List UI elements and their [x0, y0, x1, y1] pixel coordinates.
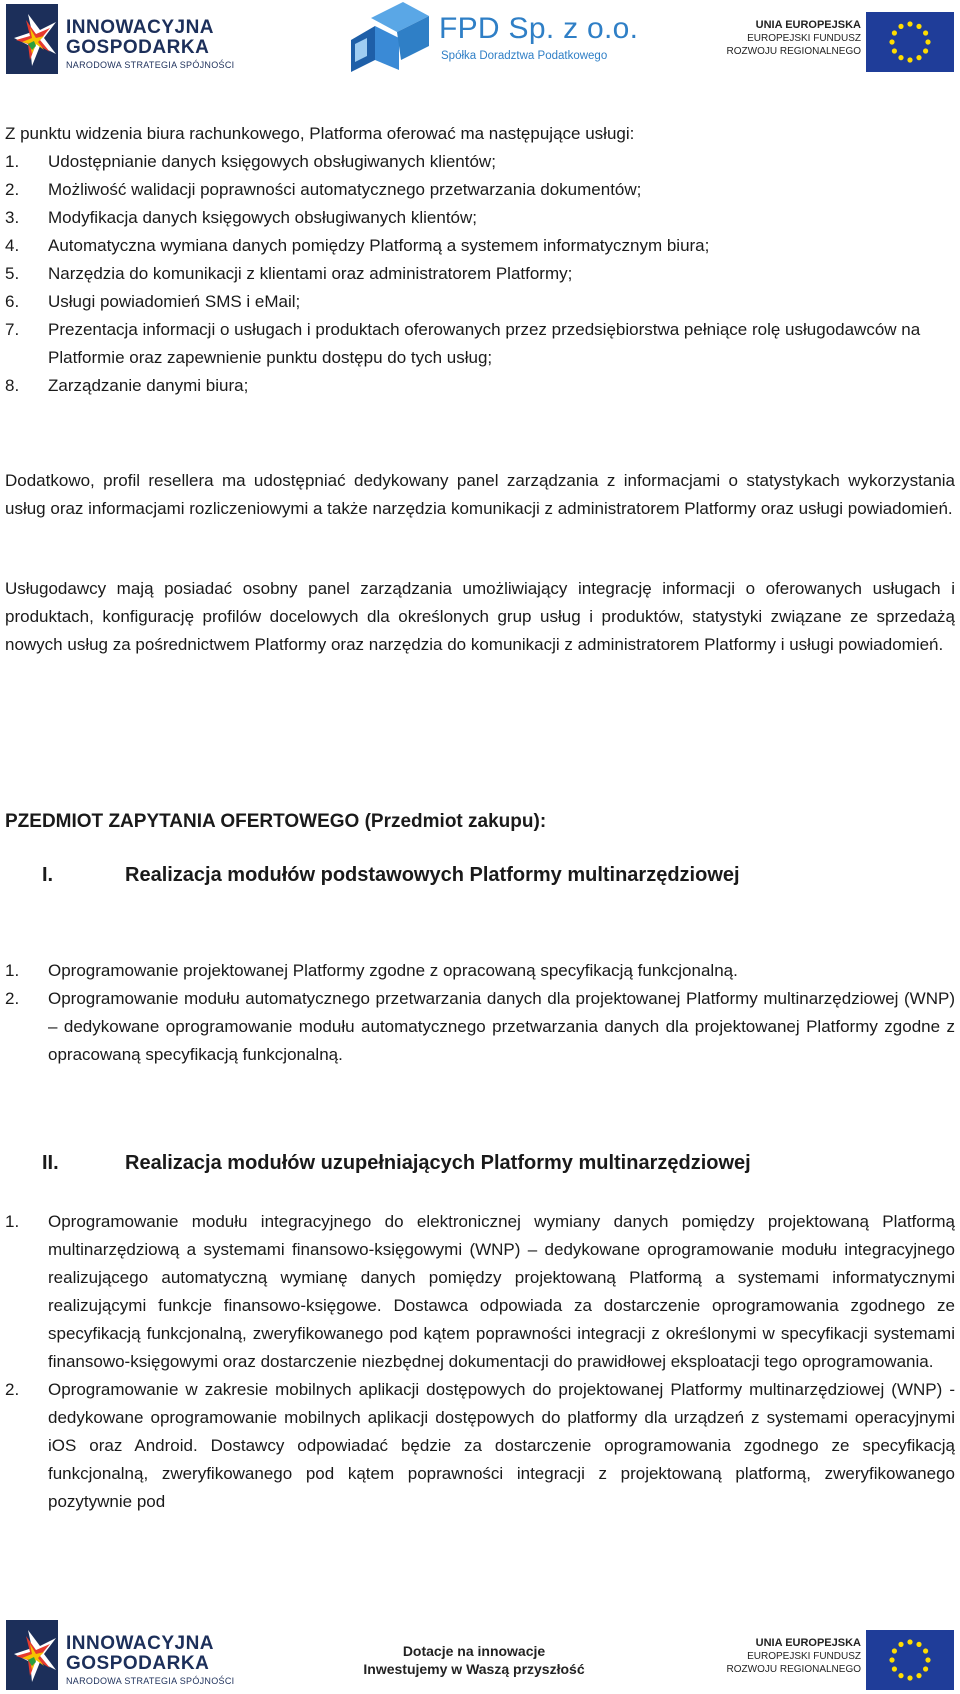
ig-logo-line1: INNOWACYJNA	[66, 1633, 215, 1654]
ig-logo-line1: INNOWACYJNA	[66, 17, 215, 38]
header-logo-band	[0, 0, 960, 80]
eu-logo-line2: EUROPEJSKI FUNDUSZ	[747, 1651, 861, 1662]
list-item-number: 1.	[5, 152, 20, 171]
list-item	[5, 288, 955, 316]
list-item	[5, 1376, 955, 1516]
ig-logo-line2: GOSPODARKA	[66, 37, 210, 58]
part1-title: Realizacja modułów podstawowych Platformy multinarzędziowej	[125, 864, 740, 886]
part2-list	[5, 1208, 955, 1516]
section-heading: PZEDMIOT ZAPYTANIA OFERTOWEGO (Przedmiot zakupu):	[5, 811, 547, 832]
service-providers-paragraph: Usługodawcy mają posiadać osobny panel zarządzania umożliwiający integrację informacji o oferowanych usługach i produktach, konfigurację profilów docelowych dla określonych grup usług i produktów, statystyki związane ze sprzedażą nowych usług za pośrednictwem Platformy oraz narzędzia do komunikacji z administratorem Platformy i usługi powiadomień.	[5, 579, 955, 654]
list-item-number: 3.	[5, 208, 20, 227]
footer-slogan	[344, 1642, 604, 1678]
list-item	[5, 316, 955, 372]
eu-logo-line3: ROZWOJU REGIONALNEGO	[726, 1664, 861, 1675]
list-item-number: 5.	[5, 264, 20, 283]
list-item	[5, 1208, 955, 1376]
services-list	[5, 148, 955, 400]
list-item-number: 2.	[5, 989, 20, 1008]
intro-paragraph: Z punktu widzenia biura rachunkowego, Platforma oferować ma następujące usługi:	[5, 124, 635, 143]
list-item-text: Oprogramowanie modułu automatycznego przetwarzania danych dla projektowanej Platformy multinarzędziowej (WNP) – dedykowane oprogramowanie modułu automatycznego przetwarzania danych dla projektowanej Platformy zgodne z opracowaną specyfikacją funkcjonalną.	[48, 989, 955, 1064]
part1-list	[5, 957, 955, 1069]
part2-numeral: II.	[42, 1152, 59, 1174]
list-item	[5, 232, 955, 260]
footer-slogan-line2: Inwestujemy w Waszą przyszłość	[363, 1661, 585, 1677]
list-item	[5, 176, 955, 204]
list-item-number: 7.	[5, 320, 20, 339]
list-item-text: Usługi powiadomień SMS i eMail;	[48, 292, 301, 311]
list-item-number: 6.	[5, 292, 20, 311]
ig-logo-line2: GOSPODARKA	[66, 1653, 210, 1674]
list-item-text: Oprogramowanie w zakresie mobilnych aplikacji dostępowych do projektowanej Platformy multinarzędziowej (WNP) - dedykowane oprogramowanie mobilnych aplikacji dostępowych do platformy dla urządzeń z systemami operacyjnymi iOS oraz Android. Dostawcy odpowiadać będzie za dostarczenie oprogramowania zgodnego ze specyfikacją funkcjonalną, zweryfikowanego pod kątem poprawności integracji z projektowaną platformą, zweryfikowanego pozytywnie pod	[48, 1380, 955, 1511]
list-item-text: Narzędzia do komunikacji z klientami oraz administratorem Platformy;	[48, 264, 573, 283]
part1-numeral: I.	[42, 864, 54, 886]
list-item-text: Automatyczna wymiana danych pomiędzy Platformą a systemem informatycznym biura;	[48, 236, 710, 255]
list-item-text: Oprogramowanie projektowanej Platformy zgodne z opracowaną specyfikacją funkcjonalną.	[48, 961, 738, 980]
list-item-number: 1.	[5, 961, 20, 980]
list-item	[5, 372, 955, 400]
ig-logo-line3: NARODOWA STRATEGIA SPÓJNOŚCI	[66, 60, 235, 70]
list-item-text: Udostępnianie danych księgowych obsługiwanych klientów;	[48, 152, 496, 171]
list-item-number: 8.	[5, 376, 20, 395]
list-item-text: Możliwość walidacji poprawności automatycznego przetwarzania dokumentów;	[48, 180, 642, 199]
fpd-cube-mark-icon	[345, 0, 435, 72]
footer-slogan-line1: Dotacje na innowacje	[402, 1643, 546, 1659]
innowacyjna-gospodarka-logo	[6, 4, 246, 74]
list-item	[5, 204, 955, 232]
fpd-company-subtitle: Spółka Doradztwa Podatkowego	[441, 50, 608, 62]
list-item-text: Prezentacja informacji o usługach i produktach oferowanych przez przedsiębiorstwa pełniące rolę usługodawców na Platformie oraz zapewnienie punktu dostępu do tych usług;	[48, 320, 921, 367]
eu-flag-icon	[866, 12, 954, 72]
reseller-paragraph: Dodatkowo, profil resellera ma udostępniać dedykowany panel zarządzania z informacjami o statystykach wykorzystania usług oraz informacjami rozliczeniowymi a także narzędzia komunikacji z administratorem Platformy oraz usługi powiadomień.	[5, 471, 955, 518]
ig-star-mark-icon	[6, 4, 58, 74]
ig-star-mark-icon	[6, 1620, 58, 1690]
list-item-number: 4.	[5, 236, 20, 255]
list-item-text: Zarządzanie danymi biura;	[48, 376, 249, 395]
fpd-company-name: FPD Sp. z o.o.	[439, 12, 639, 45]
eu-logo-line1: UNIA EUROPEJSKA	[755, 19, 861, 31]
eu-logo-line2: EUROPEJSKI FUNDUSZ	[747, 33, 861, 44]
eu-regional-fund-logo	[714, 12, 954, 74]
list-item-number: 2.	[5, 1380, 20, 1399]
list-item	[5, 148, 955, 176]
innowacyjna-gospodarka-logo	[6, 1620, 246, 1690]
part2-title: Realizacja modułów uzupełniających Platformy multinarzędziowej	[125, 1152, 751, 1174]
eu-regional-fund-logo	[714, 1630, 954, 1692]
eu-logo-text	[727, 1636, 861, 1676]
footer-logo-band	[0, 1612, 960, 1692]
fpd-logo	[345, 0, 639, 74]
list-item	[5, 260, 955, 288]
ig-logo-line3: NARODOWA STRATEGIA SPÓJNOŚCI	[66, 1676, 235, 1686]
list-item-text: Oprogramowanie modułu integracyjnego do elektronicznej wymiany danych pomiędzy projektowaną Platformą multinarzędziową a systemami finansowo-księgowymi (WNP) – dedykowane oprogramowanie modułu integracyjnego realizującego automatyczną wymianę danych pomiędzy projektowaną Platformą a systemami informatycznymi realizującymi funkcje finansowo-księgowe. Dostawca odpowiada za dostarczenie oprogramowania zgodnego ze specyfikacją funkcjonalną, zweryfikowanego pod kątem poprawności integracji z określonymi w specyfikacji systemami finansowo-księgowymi oraz dostarczenie niezbędnej dokumentacji do prawidłowej eksploatacji tego oprogramowania.	[48, 1212, 955, 1371]
eu-logo-line3: ROZWOJU REGIONALNEGO	[726, 46, 861, 57]
eu-flag-icon	[866, 1630, 954, 1690]
eu-logo-text	[727, 18, 861, 58]
list-item-text: Modyfikacja danych księgowych obsługiwanych klientów;	[48, 208, 477, 227]
eu-logo-line1: UNIA EUROPEJSKA	[755, 1637, 861, 1649]
list-item-number: 1.	[5, 1212, 20, 1231]
list-item	[5, 957, 955, 985]
list-item-number: 2.	[5, 180, 20, 199]
list-item	[5, 985, 955, 1069]
